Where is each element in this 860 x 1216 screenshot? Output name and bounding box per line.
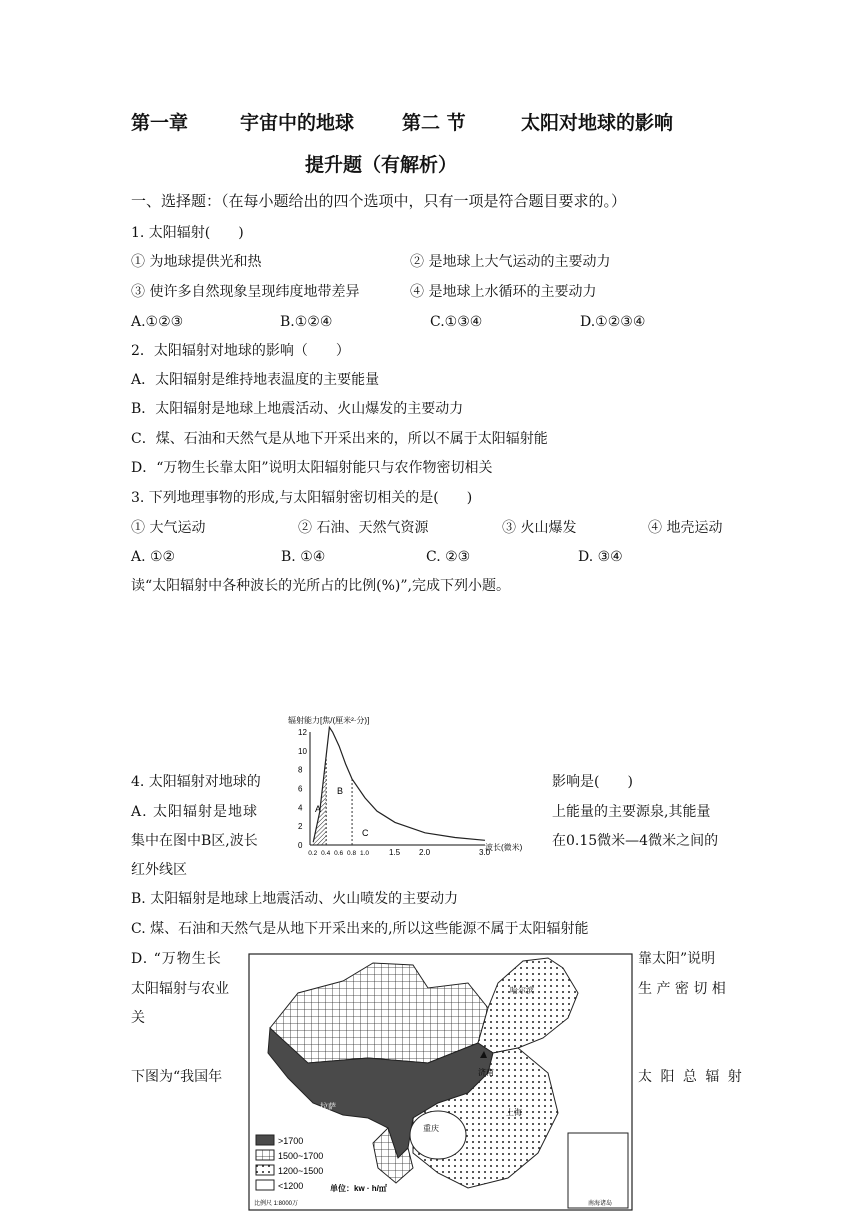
radiation-curve	[313, 727, 485, 842]
y-tick-label: 2	[298, 822, 303, 832]
x-tick-label: 0.6	[334, 850, 344, 857]
q1-item: ④ 是地球上水循环的主要动力	[410, 284, 597, 300]
city-harbin: 哈尔滨	[510, 986, 534, 995]
legend-swatch	[256, 1180, 274, 1190]
q4-stem-left: 4. 太阳辐射对地球的	[131, 774, 261, 790]
legend-label: 1500~1700	[278, 1151, 324, 1161]
q4-option-c: C. 煤、石油和天然气是从地下开采出来的,所以这些能源不属于太阳辐射能	[131, 921, 589, 937]
q1-item: ③ 使许多自然现象呈现纬度地带差异	[131, 284, 360, 300]
legend-swatch	[256, 1135, 274, 1145]
q4-option-a-cont: 在0.15微米—4微米之间的	[552, 833, 719, 849]
x-tick-label: 0.8	[347, 850, 357, 857]
city-chongqing: 重庆	[423, 1124, 439, 1133]
x-tick-label: 1.5	[389, 848, 401, 857]
q3-item: ④ 地壳运动	[648, 520, 723, 536]
title-part-1: 第一章	[131, 112, 189, 134]
x-tick-label: 0.2	[308, 850, 318, 857]
legend-label: <1200	[278, 1181, 304, 1191]
q2-option-d: D．“万物生长靠太阳”说明太阳辐射能只与农作物密切相关	[131, 460, 493, 476]
q3-item: ② 石油、天然气资源	[298, 520, 429, 536]
q4-option-a-cont: 红外线区	[131, 862, 187, 878]
region-lt1200	[410, 1111, 466, 1159]
q4-stem-right: 影响是( )	[552, 774, 633, 790]
china-radiation-map	[248, 953, 633, 1211]
q3-option-a: A. ①②	[131, 549, 176, 565]
section-heading: 一、选择题：（在每小题给出的四个选项中，只有一项是符合题目要求的。）	[131, 192, 627, 210]
x-tick-label: 2.0	[419, 848, 431, 857]
radiation-chart	[280, 712, 523, 860]
intro-text: 读“太阳辐射中各种波长的光所占的比例(%)”,完成下列小题。	[131, 578, 510, 594]
map-unit: 单位：kw · h/㎡	[330, 1184, 387, 1193]
q1-option-c: C.①③④	[430, 314, 483, 330]
q4-option-a: A. 太阳辐射是地球	[131, 804, 259, 820]
q1-option-d: D.①②③④	[580, 314, 646, 330]
legend-swatch	[256, 1165, 274, 1175]
city-shanghai: 上海	[506, 1108, 522, 1117]
y-tick-label: 12	[298, 728, 307, 737]
q2-option-c: C．煤、石油和天然气是从地下开采出来的，所以不属于太阳辐射能	[131, 431, 548, 447]
region-b-label: B	[337, 786, 344, 796]
y-tick-label: 0	[298, 841, 303, 850]
q1-option-a: A.①②③	[131, 314, 184, 330]
title-part-2: 宇宙中的地球	[240, 112, 355, 134]
q1-item: ② 是地球上大气运动的主要动力	[410, 254, 611, 270]
q4-option-d-cont: 关	[131, 1010, 145, 1026]
south-china-sea-inset	[568, 1133, 628, 1208]
q4-option-a-cont: 上能量的主要源泉,其能量	[552, 804, 711, 820]
city-lhasa: 拉萨	[320, 1102, 336, 1111]
q4-option-a-cont: 集中在图中B区,波长	[131, 833, 258, 849]
q3-item: ③ 火山爆发	[502, 520, 577, 536]
q2-option-b: B．太阳辐射是地球上地震活动、火山爆发的主要动力	[131, 401, 464, 417]
x-tick-label: 0.4	[321, 850, 331, 857]
x-tick-label: 1.0	[360, 850, 370, 857]
q3-stem: 3. 下列地理事物的形成,与太阳辐射密切相关的是( )	[131, 490, 473, 506]
y-tick-label: 8	[298, 765, 303, 775]
legend-swatch	[256, 1150, 274, 1160]
q4-option-d-cont: 靠太阳”说明	[638, 951, 716, 967]
q4-option-b: B. 太阳辐射是地球上地震活动、火山喷发的主要动力	[131, 891, 459, 907]
q4-option-d-cont: 生 产 密 切 相	[638, 981, 726, 997]
title-part-4: 太阳对地球的影响	[521, 112, 674, 134]
q4-option-d-cont: 太阳辐射与农业	[131, 981, 229, 997]
city-jinan: 济南	[478, 1068, 494, 1077]
legend-label: >1700	[278, 1136, 304, 1146]
q2-stem: 2．太阳辐射对地球的影响（ ）	[131, 343, 350, 359]
y-tick-label: 6	[298, 784, 303, 794]
next-intro-right: 太 阳 总 辐 射	[638, 1069, 744, 1085]
y-tick-label: 4	[298, 803, 303, 813]
q3-option-d: D. ③④	[578, 549, 623, 565]
title-part-3: 第二 节	[402, 112, 466, 134]
inset-label: 南海诸岛	[588, 1201, 613, 1207]
y-tick-label: 10	[298, 746, 307, 756]
q3-item: ① 大气运动	[131, 520, 206, 536]
q2-option-a: A．太阳辐射是维持地表温度的主要能量	[131, 372, 380, 388]
chart-ylabel: 辐射能力[焦/(厘米²·分)]	[288, 716, 370, 725]
page-subtitle: 提升题（有解析）	[305, 154, 458, 176]
q4-option-d: D. “万物生长	[131, 951, 222, 967]
x-tick-label: 3.0	[479, 848, 491, 857]
map-scale: 比例尺 1:8000万	[254, 1201, 299, 1207]
legend-label: 1200~1500	[278, 1166, 324, 1176]
q1-stem: 1. 太阳辐射( )	[131, 225, 244, 241]
chart-xlabel: 波长(微米)	[485, 843, 523, 852]
region-a-label: A	[315, 804, 322, 814]
q1-option-b: B.①②④	[280, 314, 333, 330]
region-c-label: C	[362, 828, 369, 838]
next-intro-left: 下图为“我国年	[131, 1069, 223, 1085]
q1-item: ① 为地球提供光和热	[131, 254, 262, 270]
q3-option-b: B. ①④	[281, 549, 326, 565]
q3-option-c: C. ②③	[426, 549, 471, 565]
